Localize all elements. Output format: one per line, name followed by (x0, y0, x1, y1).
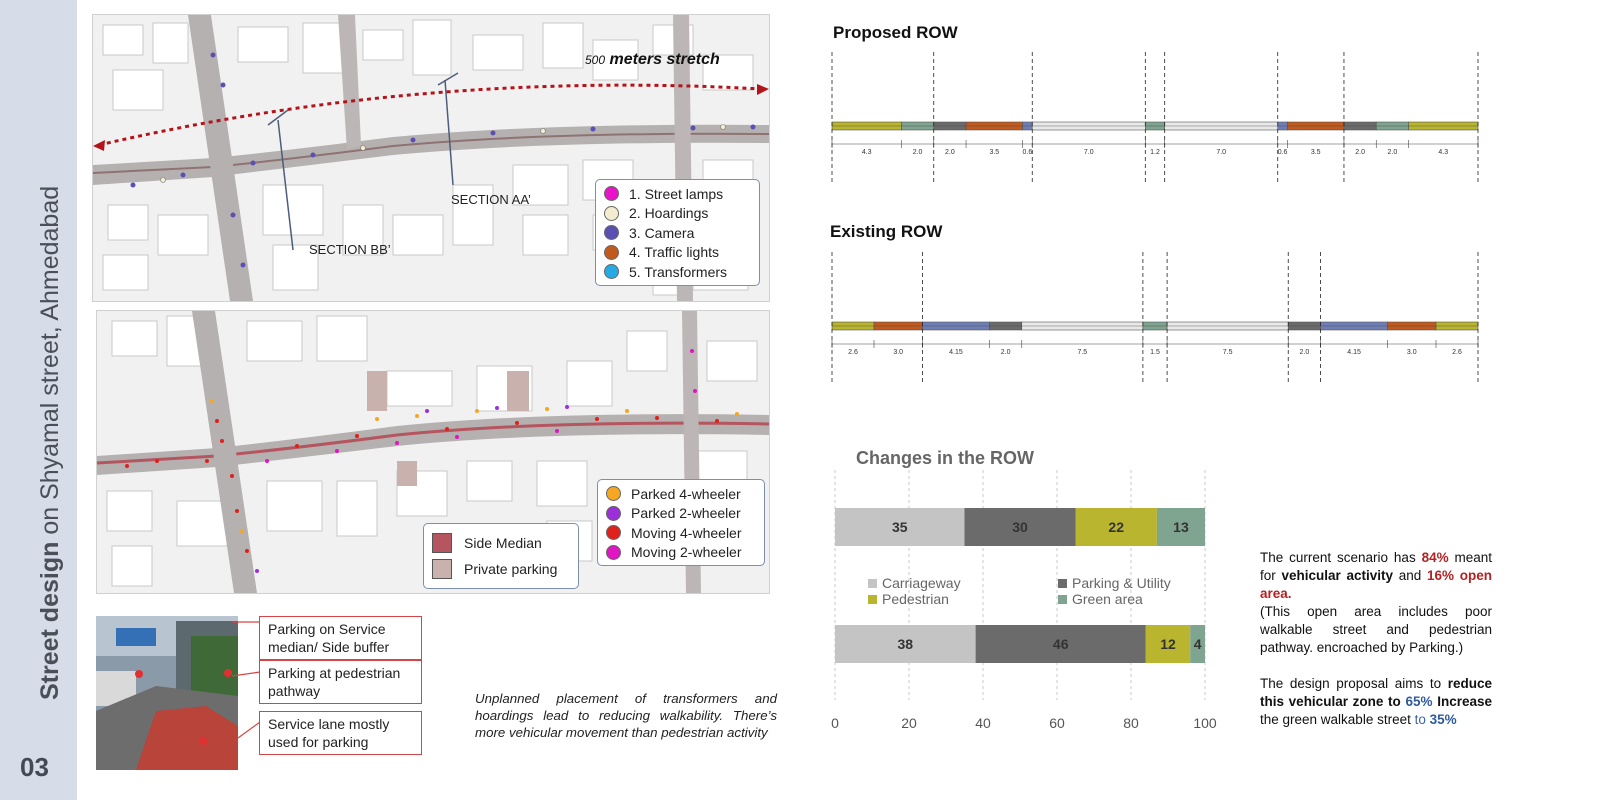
proposed-row-dimension-label: 2.0 (1387, 149, 1398, 156)
proposed-row-dimension-label: 2.0 (945, 149, 955, 156)
chart-legend (868, 575, 1198, 607)
title-rest: on Shyamal street, Ahmedabad (36, 185, 64, 542)
vehicle-legend-item (606, 523, 754, 543)
chart-legend-item (1058, 575, 1208, 591)
open-area-percentage: 16% open area. (1260, 568, 1492, 601)
stretch-number: 500 (585, 53, 606, 67)
vehicle-legend-item (606, 484, 754, 504)
summary-text-part: The design proposal aims to (1260, 676, 1448, 691)
existing-row-dimension-label: 4.15 (949, 349, 963, 356)
street-photo (96, 616, 238, 770)
vehicular-percentage: 84% (1421, 550, 1449, 565)
street-photo-drawing (96, 616, 238, 770)
chart-legend-item (868, 575, 1058, 591)
chart-title: Changes in the ROW (856, 448, 1035, 468)
existing-row-dimension-label: 7.5 (1077, 349, 1088, 356)
existing-row-diagram (830, 252, 1480, 382)
top-legend-label: 4. Traffic lights (629, 244, 720, 261)
summary-paragraph-proposal (1260, 675, 1492, 729)
area-legend (423, 523, 579, 589)
chart-data-label: 38 (897, 636, 914, 652)
vehicle-legend-label: Parked 4-wheeler (631, 485, 741, 502)
proposed-row-title: Proposed ROW (833, 23, 958, 42)
chart-legend-label: Green area (1072, 591, 1143, 607)
existing-row-dimension-label: 2.6 (1452, 349, 1462, 356)
chart-tick-label: 40 (975, 715, 991, 731)
vehicle-legend-label: Moving 2-wheeler (631, 544, 742, 561)
proposed-row-dimension-label: 4.3 (1438, 149, 1449, 156)
green-target-percentage: 35% (1429, 712, 1457, 727)
vehicle-legend-swatch (606, 506, 621, 521)
chart-data-label: 35 (891, 519, 908, 535)
area-legend-item (432, 556, 570, 582)
summary-text-part: the green walkable street (1260, 712, 1411, 727)
chart-legend-swatch (1058, 595, 1067, 604)
top-legend-label: 2. Hoardings (629, 205, 709, 222)
proposed-row-dimension-label: 4.3 (861, 149, 872, 156)
sidebar (0, 0, 77, 800)
summary-bold-part: Increase (1437, 694, 1492, 709)
summary-text-part: to (1414, 712, 1426, 727)
title-bold: Street design (36, 541, 64, 700)
vehicle-legend-swatch (606, 525, 621, 540)
page-number: 03 (20, 752, 49, 782)
chart-legend-label: Parking & Utility (1072, 575, 1171, 591)
top-legend-swatch (604, 186, 619, 201)
chart-tick-label: 80 (1123, 715, 1139, 731)
chart-data-label: 12 (1160, 636, 1176, 652)
chart-tick-label: 0 (831, 715, 839, 731)
vehicle-legend-swatch (606, 545, 621, 560)
vehicle-legend (597, 479, 765, 566)
vehicle-legend-item (606, 504, 754, 524)
proposed-row-dimension-label: 2.0 (1355, 149, 1365, 156)
summary-text-part: The current scenario has (1260, 550, 1422, 565)
proposed-row-dimension-label: 7.0 (1216, 149, 1227, 156)
bottom-map-panel (96, 310, 770, 594)
chart-legend-item (1058, 591, 1208, 607)
chart-data-label: 13 (1173, 519, 1189, 535)
existing-row-dimension-label: 4.15 (1347, 349, 1361, 356)
top-legend-swatch (604, 245, 619, 260)
top-legend-swatch (604, 264, 619, 279)
existing-row-dimension-label: 3.0 (1406, 349, 1417, 356)
top-legend-item (604, 184, 749, 204)
proposed-row-dimension-label: 2.0 (912, 149, 923, 156)
chart-tick-label: 20 (901, 715, 917, 731)
section-aa-label: SECTION AA’ (451, 192, 531, 207)
existing-row-dimension-label: 2.0 (1000, 349, 1011, 356)
top-map-legend (595, 179, 760, 286)
top-legend-item (604, 223, 749, 243)
chart-legend-swatch (868, 579, 877, 588)
callout-pedestrian-parking: Parking at pedestrian pathway (259, 660, 422, 704)
chart-legend-swatch (868, 595, 877, 604)
vehicular-target-percentage: 65% (1405, 694, 1433, 709)
top-legend-label: 5. Transformers (629, 263, 728, 280)
proposed-row-dimension-label: 0.6 (1277, 149, 1288, 156)
note-text: Unplanned placement of transformers and hoardings lead to reducing walkability. There’s more vehicular movement than pedestrian activity (475, 691, 777, 740)
existing-row-title: Existing ROW (830, 222, 943, 241)
summary-text-part: meant for (1260, 550, 1492, 583)
chart-data-label: 4 (1193, 636, 1202, 652)
proposed-row-dimension-label: 0.6 (1022, 149, 1033, 156)
chart-legend-swatch (1058, 579, 1067, 588)
proposed-row-dimension-label: 3.5 (1310, 149, 1321, 156)
top-legend-label: 3. Camera (629, 224, 695, 241)
top-legend-item (604, 204, 749, 224)
chart-data-label: 30 (1012, 519, 1028, 535)
existing-row-dimension-label: 3.0 (893, 349, 904, 356)
existing-row-dimension-label: 7.5 (1222, 349, 1233, 356)
proposed-row-dimension-label: 7.0 (1083, 149, 1094, 156)
existing-row-dimension-label: 1.5 (1150, 349, 1160, 356)
summary-text-part: and (1393, 568, 1427, 583)
chart-legend-label: Pedestrian (882, 591, 949, 607)
top-legend-swatch (604, 206, 619, 221)
top-legend-label: 1. Street lamps (629, 185, 724, 202)
top-map-panel (92, 14, 770, 302)
stretch-text: meters stretch (609, 51, 720, 68)
proposed-row-diagram (830, 52, 1480, 182)
chart-legend-label: Carriageway (882, 575, 961, 591)
area-legend-label: Side Median (464, 535, 542, 551)
proposed-row-dimension-label: 1.2 (1150, 149, 1160, 156)
area-legend-swatch (432, 559, 452, 579)
callout-service-median: Parking on Service median/ Side buffer (259, 616, 422, 660)
chart-data-label: 46 (1052, 636, 1069, 652)
area-legend-item (432, 530, 570, 556)
chart-tick-label: 60 (1049, 715, 1065, 731)
vehicle-legend-label: Parked 2-wheeler (631, 505, 741, 522)
vehicle-legend-label: Moving 4-wheeler (631, 524, 742, 541)
top-legend-item (604, 262, 749, 282)
existing-row-dimension-label: 2.6 (848, 349, 858, 356)
summary-text-part: (This open area includes poor walkable street and pedestrian pathway. encroached by Parking.) (1260, 604, 1492, 655)
proposed-row-dimension-label: 3.5 (989, 149, 1000, 156)
section-bb-label: SECTION BB’ (309, 242, 391, 257)
summary-paragraph-current (1260, 549, 1492, 657)
chart-legend-item (868, 591, 1058, 607)
chart-tick-label: 100 (1193, 715, 1217, 731)
area-legend-swatch (432, 533, 452, 553)
summary-bold-part: vehicular activity (1281, 568, 1394, 583)
summary-bold-part: reduce this vehicular zone to (1260, 676, 1492, 709)
chart-data-label: 22 (1108, 519, 1124, 535)
vehicle-legend-item (606, 543, 754, 563)
top-legend-item (604, 243, 749, 263)
area-legend-label: Private parking (464, 561, 558, 577)
existing-row-dimension-label: 2.0 (1299, 349, 1310, 356)
summary-text (1260, 549, 1492, 729)
vehicle-legend-swatch (606, 486, 621, 501)
callout-service-lane: Service lane mostly used for parking (259, 711, 422, 755)
top-legend-swatch (604, 225, 619, 240)
stretch-label (585, 51, 720, 69)
